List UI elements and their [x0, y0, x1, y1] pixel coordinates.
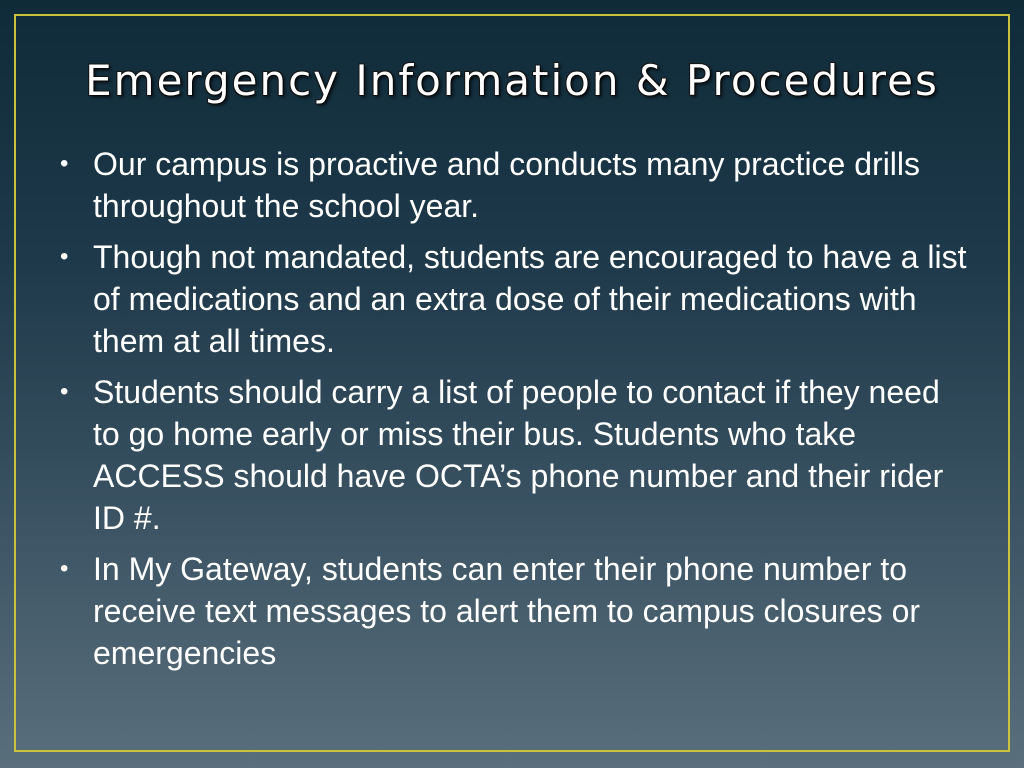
- bullet-dot-icon: •: [60, 555, 69, 582]
- bullet-text: Students should carry a list of people to contact if they need to go home early or miss their bus. Students who take ACCESS should have OCTA’s phone number and their rider ID #.: [93, 374, 944, 536]
- slide-title: Emergency Information & Procedures: [85, 56, 939, 105]
- bullet-list: [60, 143, 975, 683]
- bullet-item: [60, 371, 975, 539]
- bullet-text: In My Gateway, students can enter their phone number to receive text messages to alert them to campus closures or emergencies: [93, 551, 921, 671]
- bullet-dot-icon: •: [60, 378, 69, 405]
- bullet-text: Our campus is proactive and conducts many practice drills throughout the school year.: [93, 146, 921, 224]
- bullet-item: [60, 548, 975, 674]
- bullet-text: Though not mandated, students are encouraged to have a list of medications and an extra dose of their medications with them at all times.: [93, 239, 967, 359]
- bullet-item: [60, 236, 975, 362]
- bullet-dot-icon: •: [60, 243, 69, 270]
- bullet-dot-icon: •: [60, 150, 69, 177]
- bullet-item: [60, 143, 975, 227]
